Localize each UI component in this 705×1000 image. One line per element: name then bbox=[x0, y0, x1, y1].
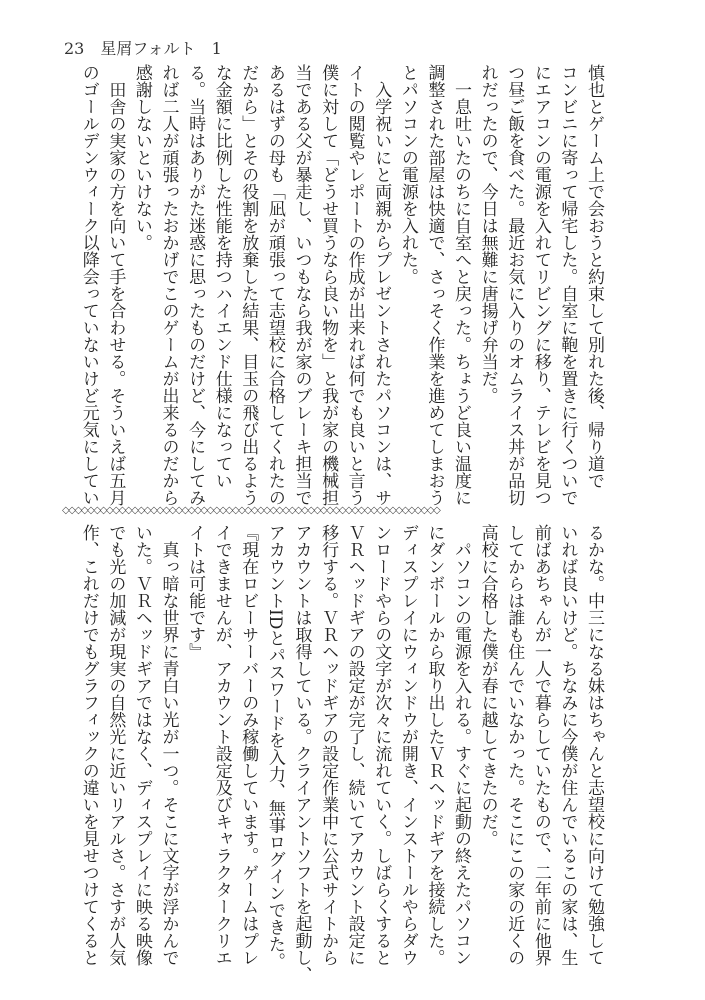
text-line: ンロードやらの文字が次々に流れていく。しばらくすると bbox=[371, 524, 392, 966]
text-line: 当である父が暴走し、いつもなら我が家のブレーキ担当で bbox=[291, 64, 312, 506]
text-line: るかな。中三になる妹はちゃんと志望校に向けて勉強して bbox=[584, 524, 604, 966]
text-line: 調整された部屋は快適で、さっそく作業を進めてしまおう bbox=[424, 64, 445, 506]
text-line: イトは可能です』 bbox=[185, 524, 206, 660]
text-line: れば二人が頑張ったおかげでこのゲームが出来るのだから bbox=[158, 64, 179, 506]
text-line: 田舎の実家の方を向いて手を合わせる。そういえば五月 bbox=[105, 64, 126, 506]
text-line: にダンボールから取り出したＶＲヘッドギアを接続した。 bbox=[424, 524, 445, 966]
text-line: いれば良いけど。ちなみに今僕が住んでいるこの家は、生 bbox=[557, 524, 578, 966]
text-line: 前ばあちゃんが一人で暮らしていたもので、二年前に他界 bbox=[530, 524, 551, 966]
running-header bbox=[64, 36, 222, 59]
text-line: ディスプレイにウィンドウが開き、インストールやらダウ bbox=[397, 524, 418, 966]
text-line: してからは誰も住んでいなかった。そこにこの家の近くの bbox=[504, 524, 525, 966]
text-line: のゴールデンウィーク以降会っていないけど元気にしてい bbox=[78, 64, 99, 506]
text-line: イトの閲覧やレポートの作成が出来れば何でも良いと言う bbox=[344, 64, 365, 506]
text-line: 『現在ロビーサーバーのみ稼働しています。ゲームはプレ bbox=[238, 524, 259, 966]
page-number: 23 bbox=[64, 39, 85, 58]
text-line: 一息吐いたのちに自室へと戻った。ちょうど良い温度に bbox=[451, 64, 472, 506]
text-line: る。当時はありがた迷惑に思ったものだけど、今にしてみ bbox=[185, 64, 206, 506]
text-line: パソコンの電源を入れる。すぐに起動の終えたパソコン bbox=[451, 524, 472, 966]
text-block-bottom bbox=[64, 524, 607, 983]
text-line: にエアコンの電源を入れてリビングに移り、テレビを見つ bbox=[530, 64, 551, 506]
text-line: イできませんが、アカウント設定及びキャラクタークリエ bbox=[211, 524, 232, 966]
text-line: 真っ暗な世界に青白い光が一つ。そこに文字が浮かんで bbox=[158, 524, 179, 966]
text-line: でも光の加減が現実の自然光に近いリアルさ。さすが人気 bbox=[105, 524, 126, 966]
scene-separator: ◇◇◇◇◇◇◇◇◇◇◇◇◇◇◇◇◇◇◇◇◇◇◇◇◇◇◇◇◇◇◇◇◇◇◇◇◇◇◇◇◇◇◇◇◇◇◇◇◇◇◇◇◇◇◇◇◇◇◇◇ bbox=[62, 505, 440, 516]
text-line: 感謝しないといけない。 bbox=[131, 64, 152, 251]
text-line: アカウントは取得している。クライアントソフトを起動し、 bbox=[291, 524, 312, 983]
volume-number: 1 bbox=[211, 39, 222, 58]
text-line: コンビニに寄って帰宅した。自室に鞄を置きに行くついで bbox=[557, 64, 578, 506]
text-line: つ昼ご飯を食べた。最近お気に入りのオムライス丼が品切 bbox=[504, 64, 525, 506]
text-line: いた。ＶＲヘッドギアではなく、ディスプレイに映る映像 bbox=[131, 524, 152, 966]
text-line: 僕に対して「どうせ買うなら良い物を」と我が家の機械担 bbox=[318, 64, 339, 506]
text-line: だから」とその役割を放棄した結果、目玉の飛び出るよう bbox=[238, 64, 259, 506]
text-line: 慎也とゲーム上で会おうと約束して別れた後、帰り道で bbox=[584, 64, 604, 489]
text-line: な金額に比例した性能を持つハイエンド仕様になってい bbox=[211, 64, 232, 489]
text-line: あるはずの母も「凪が頑張って志望校に合格してくれたの bbox=[264, 64, 285, 506]
text-line: アカウントIDとパスワードを入力、無事ログインできた。 bbox=[264, 524, 285, 970]
text-line: 作、これだけでもグラフィックの違いを見せつけてくると bbox=[78, 524, 99, 966]
book-title: 星屑フォルト bbox=[100, 39, 196, 58]
text-line: 高校に合格した僕が春に越してきたのだ。 bbox=[477, 524, 498, 847]
text-line: 入学祝いにと両親からプレゼントされたパソコンは、サ bbox=[371, 64, 392, 506]
text-line: れだったので、今日は無難に唐揚げ弁当だ。 bbox=[477, 64, 498, 404]
text-line: ＶＲヘッドギアの設定が完了し、続いてアカウント設定に bbox=[344, 524, 365, 966]
text-line: とパソコンの電源を入れた。 bbox=[397, 64, 418, 285]
text-line: 移行する。ＶＲヘッドギアの設定作業中に公式サイトから bbox=[318, 524, 339, 966]
text-block-top bbox=[64, 64, 607, 506]
